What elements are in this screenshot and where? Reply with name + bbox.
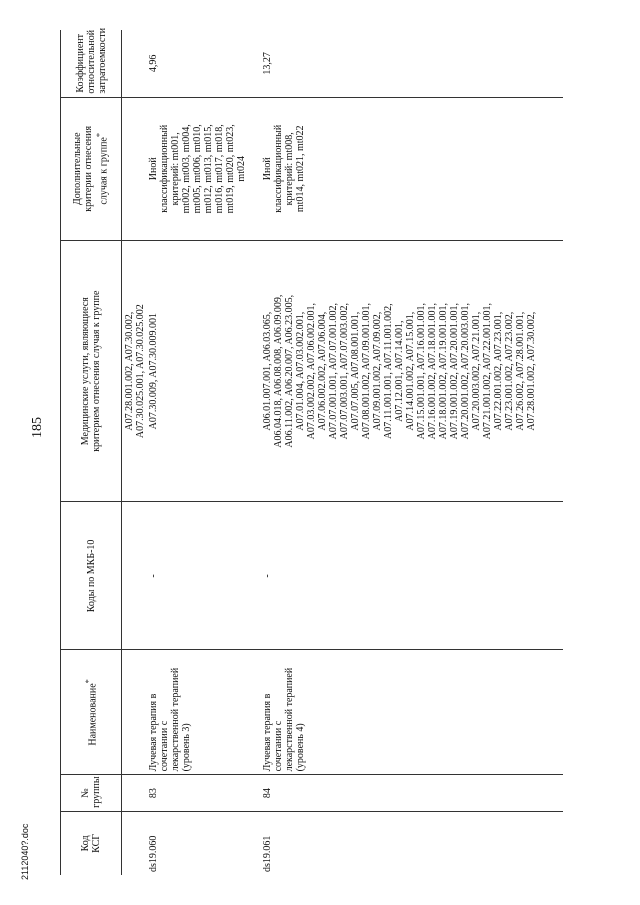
cell-name: Лучевая терапия в сочетании с лекарственной терапией (уровень 3): [147, 650, 261, 775]
table-row-continuation: [122, 30, 148, 875]
cell-extra: Иной классификационный критерий: mt001, mt002, mt003, mt004, mt005, mt006, mt010, mt012, mt013, mt015, mt016, mt017, mt018, mt019, mt020, mt023, mt024: [147, 97, 261, 240]
header-name-cell: [61, 650, 122, 775]
rotated-table-sheet: [60, 27, 620, 875]
cell-empty: [122, 811, 148, 875]
table-header-row: [61, 30, 122, 875]
cell-coef: 4,96: [147, 30, 261, 97]
cell-services: A07.30.009, A07.30.009.001: [147, 240, 261, 502]
ksg-table: [60, 27, 563, 875]
cell-mkb: -: [261, 502, 563, 650]
cell-extra: Иной классификационный критерий: mt008, mt014, mt021, mt022: [261, 97, 563, 240]
table-row: [147, 30, 261, 875]
cell-name: Лучевая терапия в сочетании с лекарственной терапией (уровень 4): [261, 650, 563, 775]
header-extra-cell: [61, 97, 122, 240]
cell-group-no: 83: [147, 775, 261, 811]
cell-code: ds19.061: [262, 835, 273, 872]
cell-coef: 13,27: [261, 30, 563, 97]
header-name: Наименование: [87, 683, 99, 746]
cell-empty: [122, 775, 148, 811]
table-row: [261, 30, 563, 875]
header-services: Медицинские услуги, являющиеся критерием отнесения случая к группе: [61, 240, 122, 502]
header-extra: Дополнительные критерии отнесения случая к группе: [72, 125, 110, 212]
header-group-no: № группы: [61, 775, 122, 811]
header-extra-footnote-mark: *: [95, 132, 105, 138]
header-name-footnote-mark: *: [84, 679, 94, 684]
header-mkb: Коды по МКБ-10: [61, 502, 122, 650]
header-coef: Коэффициент относительной затратоемкости: [61, 30, 122, 97]
page-number: [30, 417, 46, 438]
cell-empty: [122, 30, 148, 97]
cell-empty: [122, 502, 148, 650]
cell-empty: [122, 650, 148, 775]
cell-code: ds19.060: [148, 835, 159, 872]
cell-group-no: 84: [261, 775, 563, 811]
header-code: Код КСГ: [61, 811, 122, 875]
page-number-text: 185: [30, 417, 45, 438]
cell-services: A06.01.007.001, A06.03.065, A06.04.018, A06.08.008, A06.09.009, A06.11.002, A06.20.007, A06.23.005, A07.01.004, A07.03.002.001, A07.03.002.002, A07.06.002.001, A07.06.002.002, A07.06.004, A07.07.001.001, A07.07.001.002, A07.07.003.001, A07.07.003.002, A07.07.005, A07.08.001.001, A07.08.001.002, A07.09.001.001, A07.09.001.002, A07.09.002, A07.11.001.001, A07.11.001.002, A07.12.001, A07.14.001, A07.14.001.002, A07.15.001, A07.15.001.001, A07.16.001.001, A07.16.001.002, A07.18.001.001, A07.18.001.002, A07.19.001.001, A07.19.001.002, A07.20.001.001, A07.20.001.002, A07.20.003.001, A07.20.003.002, A07.21.001, A07.21.001.002, A07.22.001.001, A07.22.001.002, A07.23.001, A07.23.001.002, A07.23.002, A07.26.002, A07.28.001.001, A07.28.001.002, A07.30.002,: [261, 240, 563, 502]
cell-services-continuation: A07.28.001.002, A07.30.002, A07.30.025.001, A07.30.025.002: [122, 240, 148, 502]
cell-empty: [122, 97, 148, 240]
file-label: 2112040?.doc: [20, 823, 30, 880]
cell-mkb: -: [147, 502, 261, 650]
